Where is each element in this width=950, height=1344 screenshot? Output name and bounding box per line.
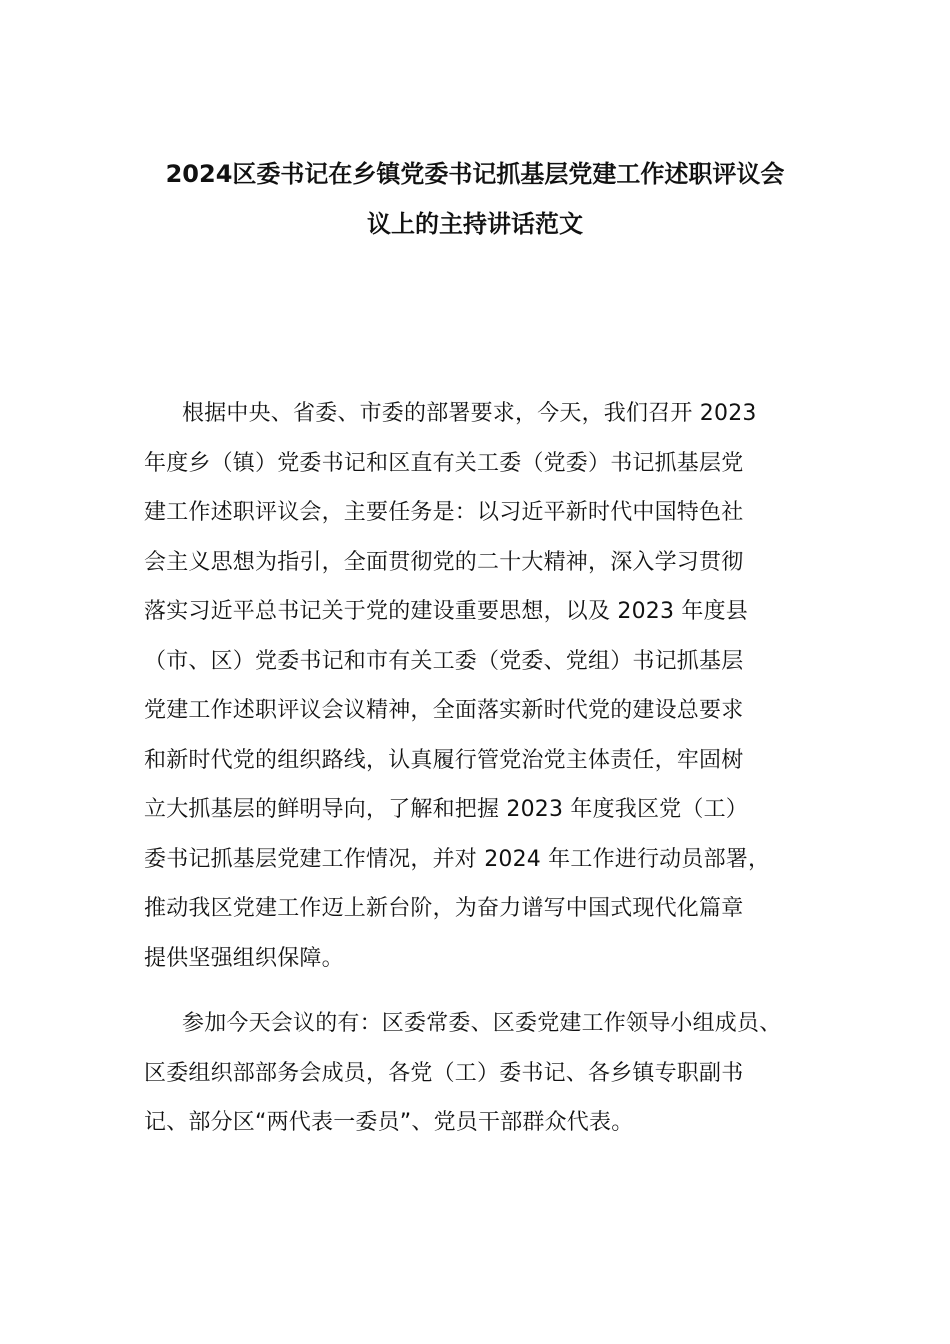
paragraph-line: 落实习近平总书记关于党的建设重要思想，以及 2023 年度县 [144, 599, 748, 624]
paragraph-line: 立大抓基层的鲜明导向，了解和把握 2023 年度我区党（工） [144, 797, 748, 822]
document-title-line-2: 议上的主持讲话范文 [367, 210, 583, 238]
paragraph-line: （市、区）党委书记和市有关工委（党委、党组）书记抓基层 [144, 648, 744, 674]
paragraph-line: 和新时代党的组织路线，认真履行管党治党主体责任，牢固树 [144, 747, 744, 773]
paragraph-line: 推动我区党建工作迈上新台阶，为奋力谱写中国式现代化篇章 [144, 896, 744, 921]
paragraph-opening [144, 389, 834, 983]
paragraph-line: 提供坚强组织保障。 [144, 945, 344, 971]
paragraph-line: 记、部分区“两代表一委员”、党员干部群众代表。 [144, 1110, 634, 1135]
paragraph-line: 年度乡（镇）党委书记和区直有关工委（党委）书记抓基层党 [144, 450, 744, 476]
paragraph-line: 委书记抓基层党建工作情况，并对 2024 年工作进行动员部署， [144, 846, 771, 872]
paragraph-attendees [144, 999, 834, 1148]
paragraph-line: 党建工作述职评议会议精神，全面落实新时代党的建设总要求 [144, 698, 744, 723]
paragraph-line: 会主义思想为指引，全面贯彻党的二十大精神，深入学习贯彻 [144, 549, 744, 575]
document-title-line-1: 2024区委书记在乡镇党委书记抓基层党建工作述职评议会 [165, 160, 785, 188]
paragraph-line: 根据中央、省委、市委的部署要求，今天，我们召开 2023 [182, 401, 757, 426]
paragraph-line: 参加今天会议的有：区委常委、区委党建工作领导小组成员、 [182, 1011, 782, 1036]
paragraph-line: 建工作述职评议会，主要任务是：以习近平新时代中国特色社 [144, 500, 744, 525]
paragraph-line: 区委组织部部务会成员，各党（工）委书记、各乡镇专职副书 [144, 1060, 744, 1086]
